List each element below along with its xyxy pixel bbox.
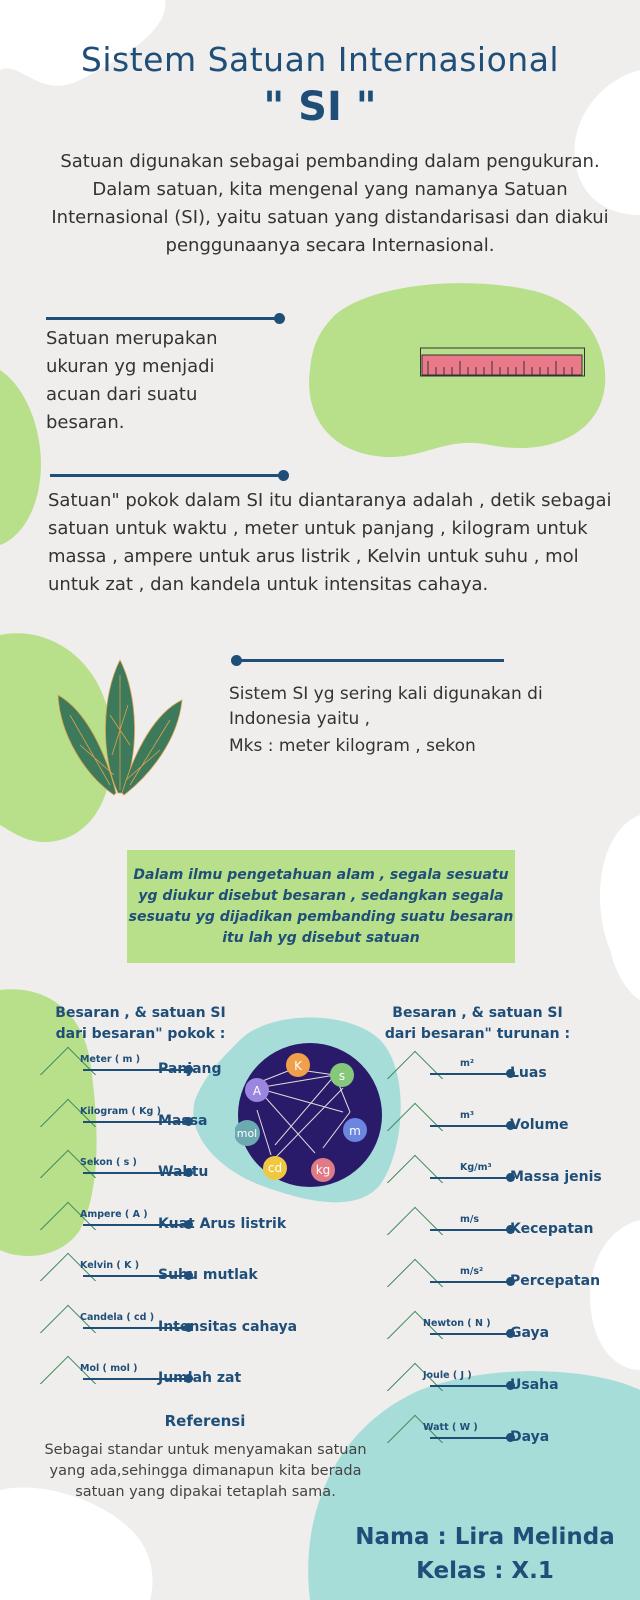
divider-line-2 <box>50 474 282 477</box>
unit-label: Kelvin ( K ) <box>80 1260 140 1271</box>
quantity-name: Panjang <box>158 1061 222 1077</box>
unit-label: m/s <box>460 1214 480 1225</box>
section3-text: Sistem SI yg sering kali digunakan di Indonesia yaitu , <box>229 684 543 729</box>
student-info <box>340 1520 630 1588</box>
pokok-row <box>38 1049 298 1089</box>
row-line <box>430 1385 510 1387</box>
section2-text: Satuan" pokok dalam SI itu diantaranya adalah , detik sebagai satuan untuk waktu , meter untuk panjang , kilogram untuk massa , ampere untuk arus listrik , Kelvin untuk suhu , mol untuk zat , dan kandela untuk intensitas cahaya. <box>48 490 612 595</box>
turunan-row <box>385 1313 640 1353</box>
pokok-row <box>38 1204 298 1244</box>
diagram-label-s: s <box>338 1069 346 1083</box>
quantity-name: Luas <box>510 1065 547 1081</box>
turunan-heading: Besaran , & satuan SI dari besaran" turunan : <box>384 1005 571 1042</box>
quantity-name: Massa jenis <box>510 1169 602 1185</box>
pokok-row <box>38 1255 298 1295</box>
unit-label: m³ <box>460 1110 475 1121</box>
unit-label: Mol ( mol ) <box>80 1363 138 1374</box>
pokok-heading: Besaran , & satuan SI dari besaran" pokok : <box>55 1005 226 1042</box>
diagram-label-cd: cd <box>267 1161 283 1175</box>
quantity-name: Waktu <box>158 1164 209 1180</box>
quantity-name: Intensitas cahaya <box>158 1318 298 1335</box>
unit-label: Meter ( m ) <box>80 1054 141 1065</box>
quantity-name: Daya <box>510 1429 550 1445</box>
turunan-row <box>385 1157 640 1197</box>
diagram-label-a: A <box>252 1084 262 1098</box>
unit-label: m² <box>460 1058 475 1069</box>
quantity-name: Kecepatan <box>510 1221 594 1237</box>
unit-label: Kilogram ( Kg ) <box>80 1105 161 1117</box>
section1-text: Satuan merupakan ukuran yg menjadi acuan dari suatu besaran. <box>46 328 218 433</box>
page-title: Sistem Satuan Internasional <box>80 40 560 79</box>
section3-mks: Mks : meter kilogram , sekon <box>229 736 476 756</box>
turunan-row <box>385 1365 640 1405</box>
page-subtitle: " SI " <box>263 84 377 130</box>
divider-dot-1 <box>274 313 285 324</box>
diagram-label-mol: mol <box>236 1127 258 1140</box>
student-class: Kelas : X.1 <box>416 1558 554 1584</box>
diagram-label-kg: kg <box>315 1163 331 1177</box>
white-blob-right-mid <box>600 815 640 1000</box>
turunan-row <box>385 1261 640 1301</box>
diagram-label-m: m <box>349 1124 361 1138</box>
unit-label: Newton ( N ) <box>423 1318 491 1329</box>
quantity-name: Percepatan <box>510 1273 601 1289</box>
unit-label: m/s² <box>460 1266 484 1277</box>
quantity-name: Jumlah zat <box>158 1370 242 1386</box>
row-line <box>430 1437 510 1439</box>
referensi-title: Referensi <box>164 1412 246 1430</box>
unit-label: Kg/m³ <box>460 1162 492 1173</box>
diagram-label-k: K <box>294 1059 302 1073</box>
quantity-name: Suhu mutlak <box>158 1267 258 1283</box>
leaf-icon <box>50 655 190 805</box>
divider-line-1 <box>46 317 278 320</box>
ruler-icon <box>420 346 585 380</box>
unit-label: Sekon ( s ) <box>80 1157 137 1168</box>
row-line <box>430 1177 510 1179</box>
unit-label: Ampere ( A ) <box>80 1208 148 1220</box>
divider-line-3 <box>236 659 504 662</box>
pokok-row <box>38 1152 298 1192</box>
intro-text: Satuan digunakan sebagai pembanding dalam pengukuran. Dalam satuan, kita mengenal yang namanya Satuan Internasional (SI), yaitu satuan yang distandarisasi dan diakui penggunaanya secara Internasional. <box>51 151 609 256</box>
unit-label: Watt ( W ) <box>423 1422 478 1433</box>
white-blob-bottom-left <box>0 1487 153 1600</box>
unit-label: Candela ( cd ) <box>80 1311 155 1323</box>
row-line <box>430 1333 510 1335</box>
row-line <box>430 1073 510 1075</box>
row-line <box>430 1281 510 1283</box>
quantity-name: Volume <box>510 1117 569 1133</box>
row-line <box>430 1229 510 1231</box>
pokok-row <box>38 1101 298 1141</box>
quantity-name: Gaya <box>510 1325 550 1341</box>
green-blob-left <box>0 370 41 545</box>
callout-box: Dalam ilmu pengetahuan alam , segala sesuatu yg diukur disebut besaran , sedangkan segala sesuatu yg dijadikan pembanding suatu besaran itu lah yg disebut satuan <box>127 850 515 963</box>
student-name: Nama : Lira Melinda <box>355 1524 615 1550</box>
quantity-name: Kuat Arus listrik <box>158 1215 287 1232</box>
quantity-name: Massa <box>158 1112 208 1129</box>
turunan-row <box>385 1105 640 1145</box>
turunan-row <box>385 1209 640 1249</box>
turunan-row <box>385 1417 640 1457</box>
divider-dot-2 <box>278 470 289 481</box>
quantity-name: Usaha <box>510 1377 559 1393</box>
row-line <box>430 1125 510 1127</box>
pokok-row <box>38 1307 298 1347</box>
unit-label: Joule ( J ) <box>423 1370 472 1381</box>
pokok-row <box>38 1358 298 1398</box>
referensi-body: Sebagai standar untuk menyamakan satuan yang ada,sehingga dimanapun kita berada satuan yang dipakai tetaplah sama. <box>44 1442 367 1500</box>
turunan-row <box>385 1053 640 1093</box>
